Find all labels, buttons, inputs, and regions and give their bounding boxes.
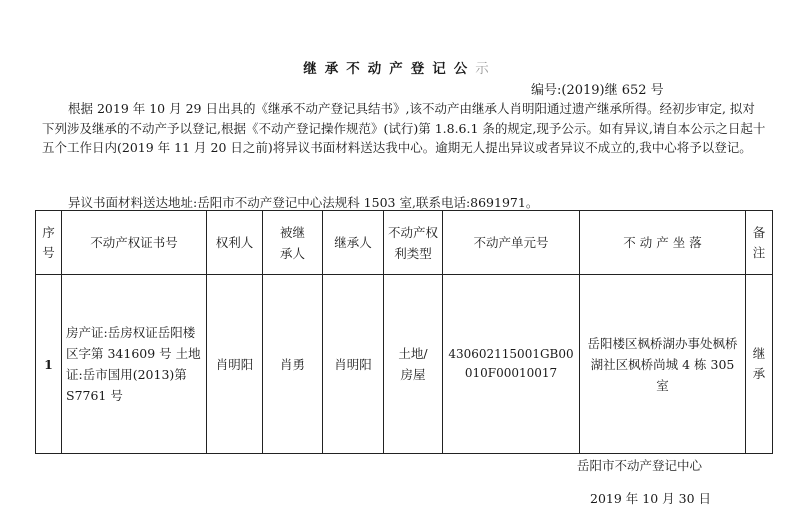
header-location: 不 动 产 坐 落: [580, 211, 746, 275]
notice-title: [0, 57, 800, 77]
property-table: [35, 210, 773, 454]
cell-seq: 1: [36, 275, 62, 454]
cell-decedent: 肖勇: [263, 275, 323, 454]
notice-paragraph: 根据 2019 年 10 月 29 日出具的《继承不动产登记具结书》,该不动产由继承人肖明阳通过遗产继承所得。经初步审定, 拟对下列涉及继承的不动产予以登记,根据《不动产登记操作规范》(试行)第 1.8.6.1 条的规定,现予公示。如有异议,请自本公示之日起十五个工作日内(2019 年 11 月 20 日之前)将异议书面材料送达我中心。逾期无人提出异议或者异议不成立的,我中心将予以登记。: [42, 101, 766, 156]
notice-title-last-char: 示: [475, 61, 497, 77]
cell-heir: 肖明阳: [323, 275, 384, 454]
cell-owner: 肖明阳: [207, 275, 263, 454]
document-number: 编号:(2019)继 652 号: [531, 83, 664, 98]
notice-title-main: 继承不动产登记公: [303, 61, 476, 77]
table-row: [36, 275, 773, 454]
table-header-row: [36, 211, 773, 275]
header-remark: 备注: [746, 211, 773, 275]
cell-cert: 房产证:岳房权证岳阳楼区字第 341609 号 土地证:岳市国用(2013)第 S7761 号: [62, 275, 207, 454]
header-cert: 不动产权证书号: [62, 211, 207, 275]
issuing-center-name: 岳阳市不动产登记中心: [577, 458, 703, 473]
header-right-type: 不动产权利类型: [384, 211, 443, 275]
cell-right-type: 土地/房屋: [384, 275, 443, 454]
header-decedent: 被继承人: [263, 211, 323, 275]
cell-location: 岳阳楼区枫桥湖办事处枫桥湖社区枫桥尚城 4 栋 305 室: [580, 275, 746, 454]
header-unit-no: 不动产单元号: [443, 211, 580, 275]
issue-date: 2019 年 10 月 30 日: [590, 491, 711, 506]
header-heir: 继承人: [323, 211, 384, 275]
objection-address: 异议书面材料送达地址:岳阳市不动产登记中心法规科 1503 室,联系电话:8691971。: [68, 195, 539, 210]
header-seq: 序号: [36, 211, 62, 275]
header-owner: 权利人: [207, 211, 263, 275]
cell-remark: 继承: [746, 275, 773, 454]
cell-unit-no: 430602115001GB00010F00010017: [443, 275, 580, 454]
